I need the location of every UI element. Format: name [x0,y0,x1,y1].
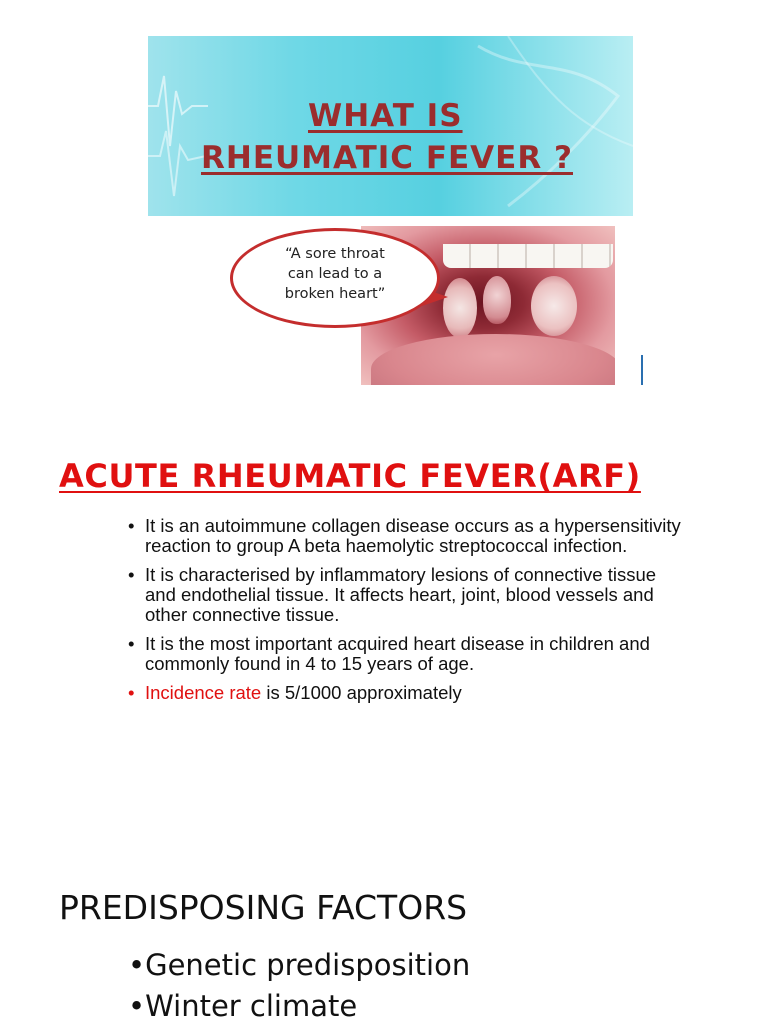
predisposing-factors-heading: PREDISPOSING FACTORS [59,888,468,927]
list-item: •Winter climate [128,989,358,1023]
teeth-shape [443,244,613,268]
list-item: •Genetic predisposition [128,948,471,982]
right-tonsil-shape [531,276,577,336]
banner-title-line-1: WHAT IS [308,98,463,134]
list-item: • It is an autoimmune collagen disease occurs as a hypersensitivity reaction to group A beta haemolytic streptococcal infection. [128,516,688,556]
predisposing-factors-list [128,945,470,1027]
incidence-rate-label: Incidence rate [145,682,262,703]
speech-bubble-line: can lead to a [287,266,383,282]
speech-bubble-line: “A sore throat [285,246,385,262]
banner-title-line-2: RHEUMATIC FEVER ? [201,140,573,176]
uvula-shape [483,276,511,324]
image-edge-mark [641,355,643,385]
incidence-rate-value: is 5/1000 approximately [261,682,462,703]
speech-bubble-line: broken heart” [284,286,386,302]
tongue-shape [371,334,615,385]
left-tonsil-shape [443,278,477,338]
title-banner [148,36,633,216]
list-item: • It is the most important acquired heart disease in children and commonly found in 4 to 15 years of age. [128,634,688,674]
list-item: • It is characterised by inflammatory lesions of connective tissue and endothelial tissue. It affects heart, joint, blood vessels and other connective tissue. [128,565,688,625]
incidence-rate-item [128,683,688,703]
arf-heading: ACUTE RHEUMATIC FEVER(ARF) [59,457,641,495]
arf-bullet-list [128,516,688,712]
speech-bubble-text [240,244,430,304]
